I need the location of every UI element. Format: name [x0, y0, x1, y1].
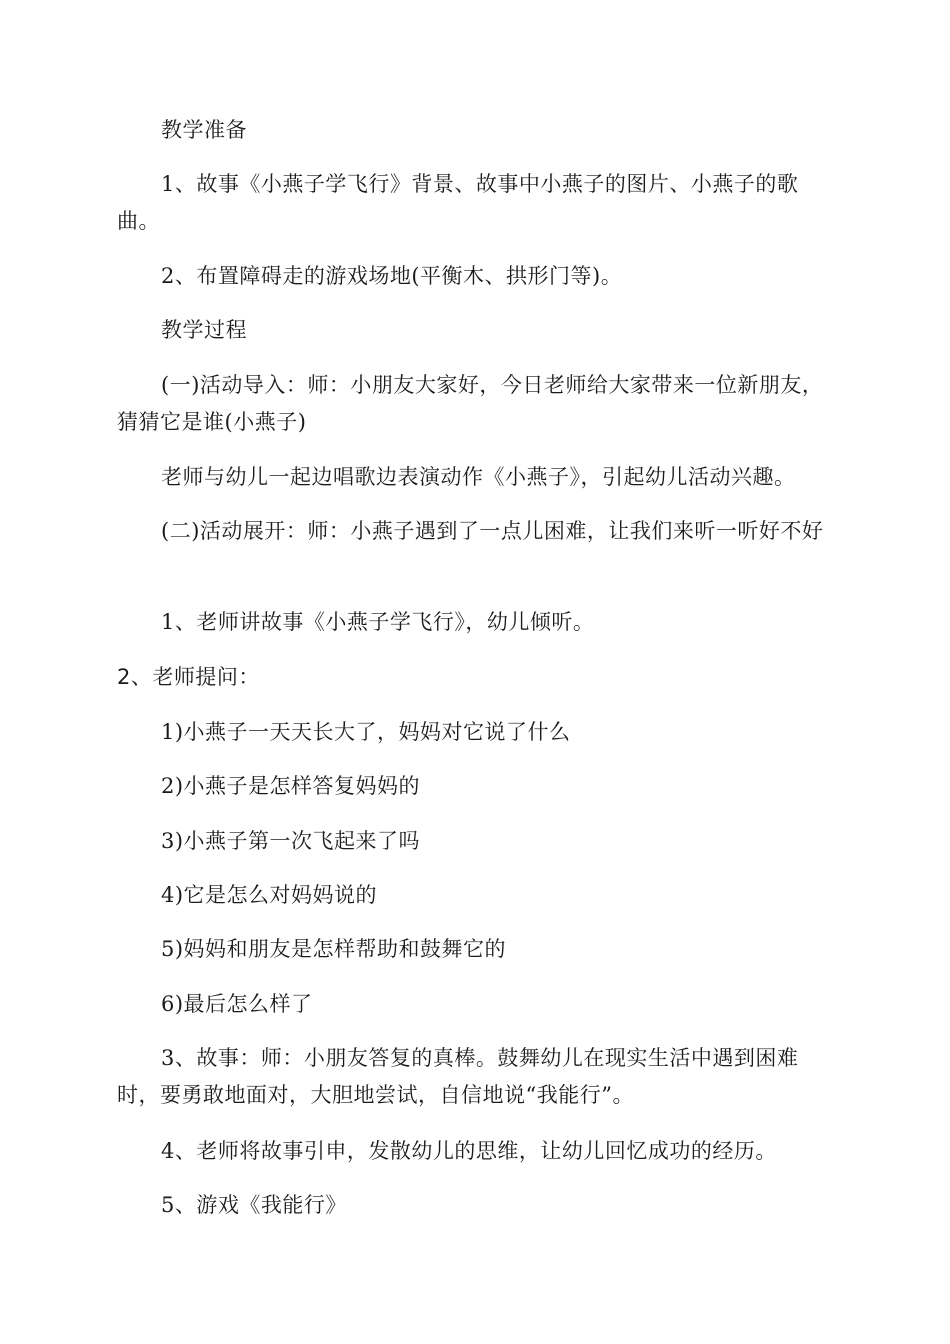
paragraph-sing-together: 老师与幼儿一起边唱歌边表演动作《小燕子》，引起幼儿活动兴趣。	[161, 465, 796, 489]
paragraph-activity-intro: (一)活动导入：师：小朋友大家好，今日老师给大家带来一位新朋友，猜猜它是谁(小燕子)	[117, 373, 824, 434]
list-item-question-5: 5)妈妈和朋友是怎样帮助和鼓舞它的	[161, 937, 507, 961]
list-item-question-3: 3)小燕子第一次飞起来了吗	[161, 829, 421, 853]
list-item-question-4: 4)它是怎么对妈妈说的	[161, 883, 378, 907]
heading-teaching-process: 教学过程	[161, 318, 247, 342]
heading-teaching-preparation: 教学准备	[161, 118, 247, 142]
list-item-question-2: 2)小燕子是怎样答复妈妈的	[161, 774, 421, 798]
list-item-question-1: 1)小燕子一天天长大了，妈妈对它说了什么	[161, 720, 571, 744]
paragraph-activity-expand: (二)活动展开：师：小燕子遇到了一点儿困难，让我们来听一听好不好	[161, 519, 824, 543]
paragraph-prep-item-2: 2、布置障碍走的游戏场地(平衡木、拱形门等)。	[161, 264, 623, 288]
list-item-question-6: 6)最后怎么样了	[161, 992, 313, 1016]
paragraph-story-praise: 3、故事：师：小朋友答复的真棒。鼓舞幼儿在现实生活中遇到困难时，要勇敢地面对，大胆地尝试，自信地说“我能行”。	[117, 1046, 799, 1107]
paragraph-game: 5、游戏《我能行》	[161, 1193, 347, 1217]
paragraph-story-telling: 1、老师讲故事《小燕子学飞行》，幼儿倾听。	[161, 610, 595, 634]
paragraph-story-extension: 4、老师将故事引申，发散幼儿的思维，让幼儿回忆成功的经历。	[161, 1139, 777, 1163]
paragraph-teacher-questions: 2、老师提问：	[117, 665, 260, 689]
paragraph-prep-item-1: 1、故事《小燕子学飞行》背景、故事中小燕子的图片、小燕子的歌曲。	[117, 172, 799, 233]
